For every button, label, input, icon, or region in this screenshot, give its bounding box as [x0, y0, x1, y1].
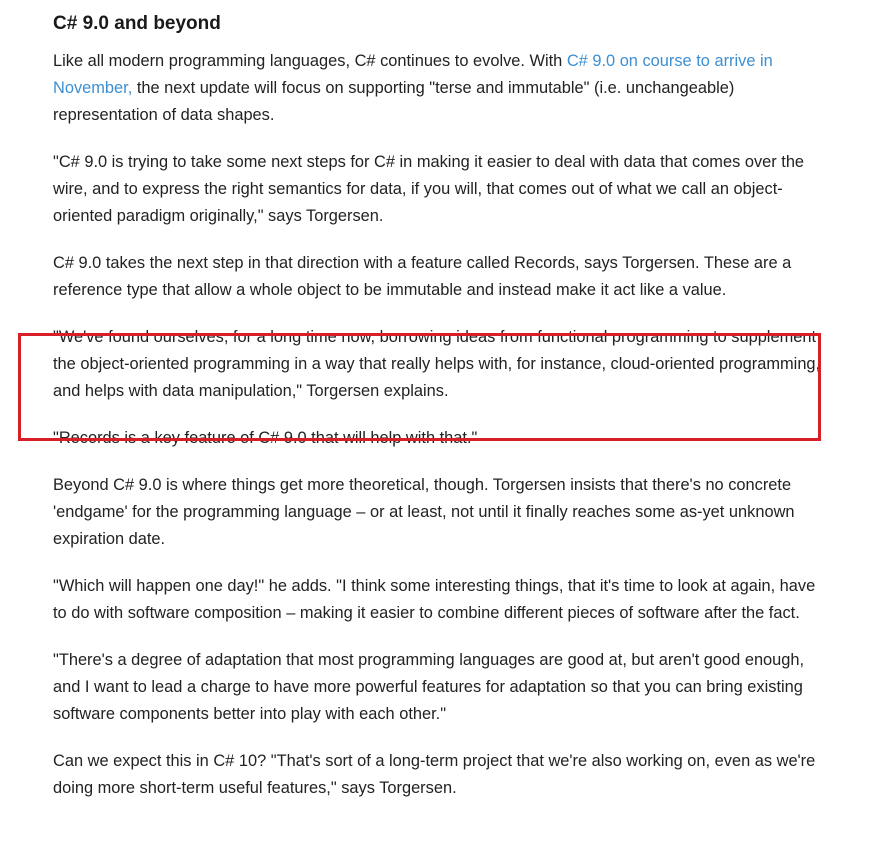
paragraph-records-key-feature: "Records is a key feature of C# 9.0 that will help with that." [53, 429, 478, 447]
section-heading: C# 9.0 and beyond [53, 13, 221, 34]
paragraph-beyond-csharp-9: Beyond C# 9.0 is where things get more theoretical, though. Torgersen insists that there's no concrete 'endgame' for the programming language – or at least, not until it finally reaches some as-yet unknown expiration date. [53, 476, 795, 548]
paragraph-software-composition: "Which will happen one day!" he adds. "I think some interesting things, that it's time to look at again, have to do with software composition – making it easier to combine different pieces of software after the fact. [53, 577, 816, 622]
paragraph-quote-functional-programming: "We've found ourselves, for a long time now, borrowing ideas from functional programming to supplement the object-oriented programming in a way that really helps with, for instance, cloud-oriented programming, and helps with data manipulation," Torgersen explains. [53, 328, 821, 400]
paragraph-intro-text-end: the next update will focus on supporting "terse and immutable" (i.e. unchangeable) representation of data shapes. [53, 79, 735, 124]
article-body [53, 10, 823, 822]
paragraph-records-intro: C# 9.0 takes the next step in that direction with a feature called Records, says Torgersen. These are a reference type that allow a whole object to be immutable and instead make it act like a value. [53, 254, 792, 299]
paragraph-intro-text-start: Like all modern programming languages, C# continues to evolve. With [53, 52, 567, 70]
paragraph-intro [53, 48, 823, 129]
csharp-9-release-link[interactable]: C# 9.0 on course to arrive in November, [53, 52, 773, 97]
paragraph-quote-data-semantics: "C# 9.0 is trying to take some next steps for C# in making it easier to deal with data that comes over the wire, and to express the right semantics for data, if you will, that comes out of what we call an object-oriented paradigm originally," says Torgersen. [53, 153, 805, 225]
paragraph-adaptation: "There's a degree of adaptation that most programming languages are good at, but aren't good enough, and I want to lead a charge to have more powerful features for adaptation so that you can bring existing software components better into play with each other." [53, 651, 805, 723]
paragraph-csharp-10: Can we expect this in C# 10? "That's sort of a long-term project that we're also working on, even as we're doing more short-term useful features," says Torgersen. [53, 752, 816, 797]
